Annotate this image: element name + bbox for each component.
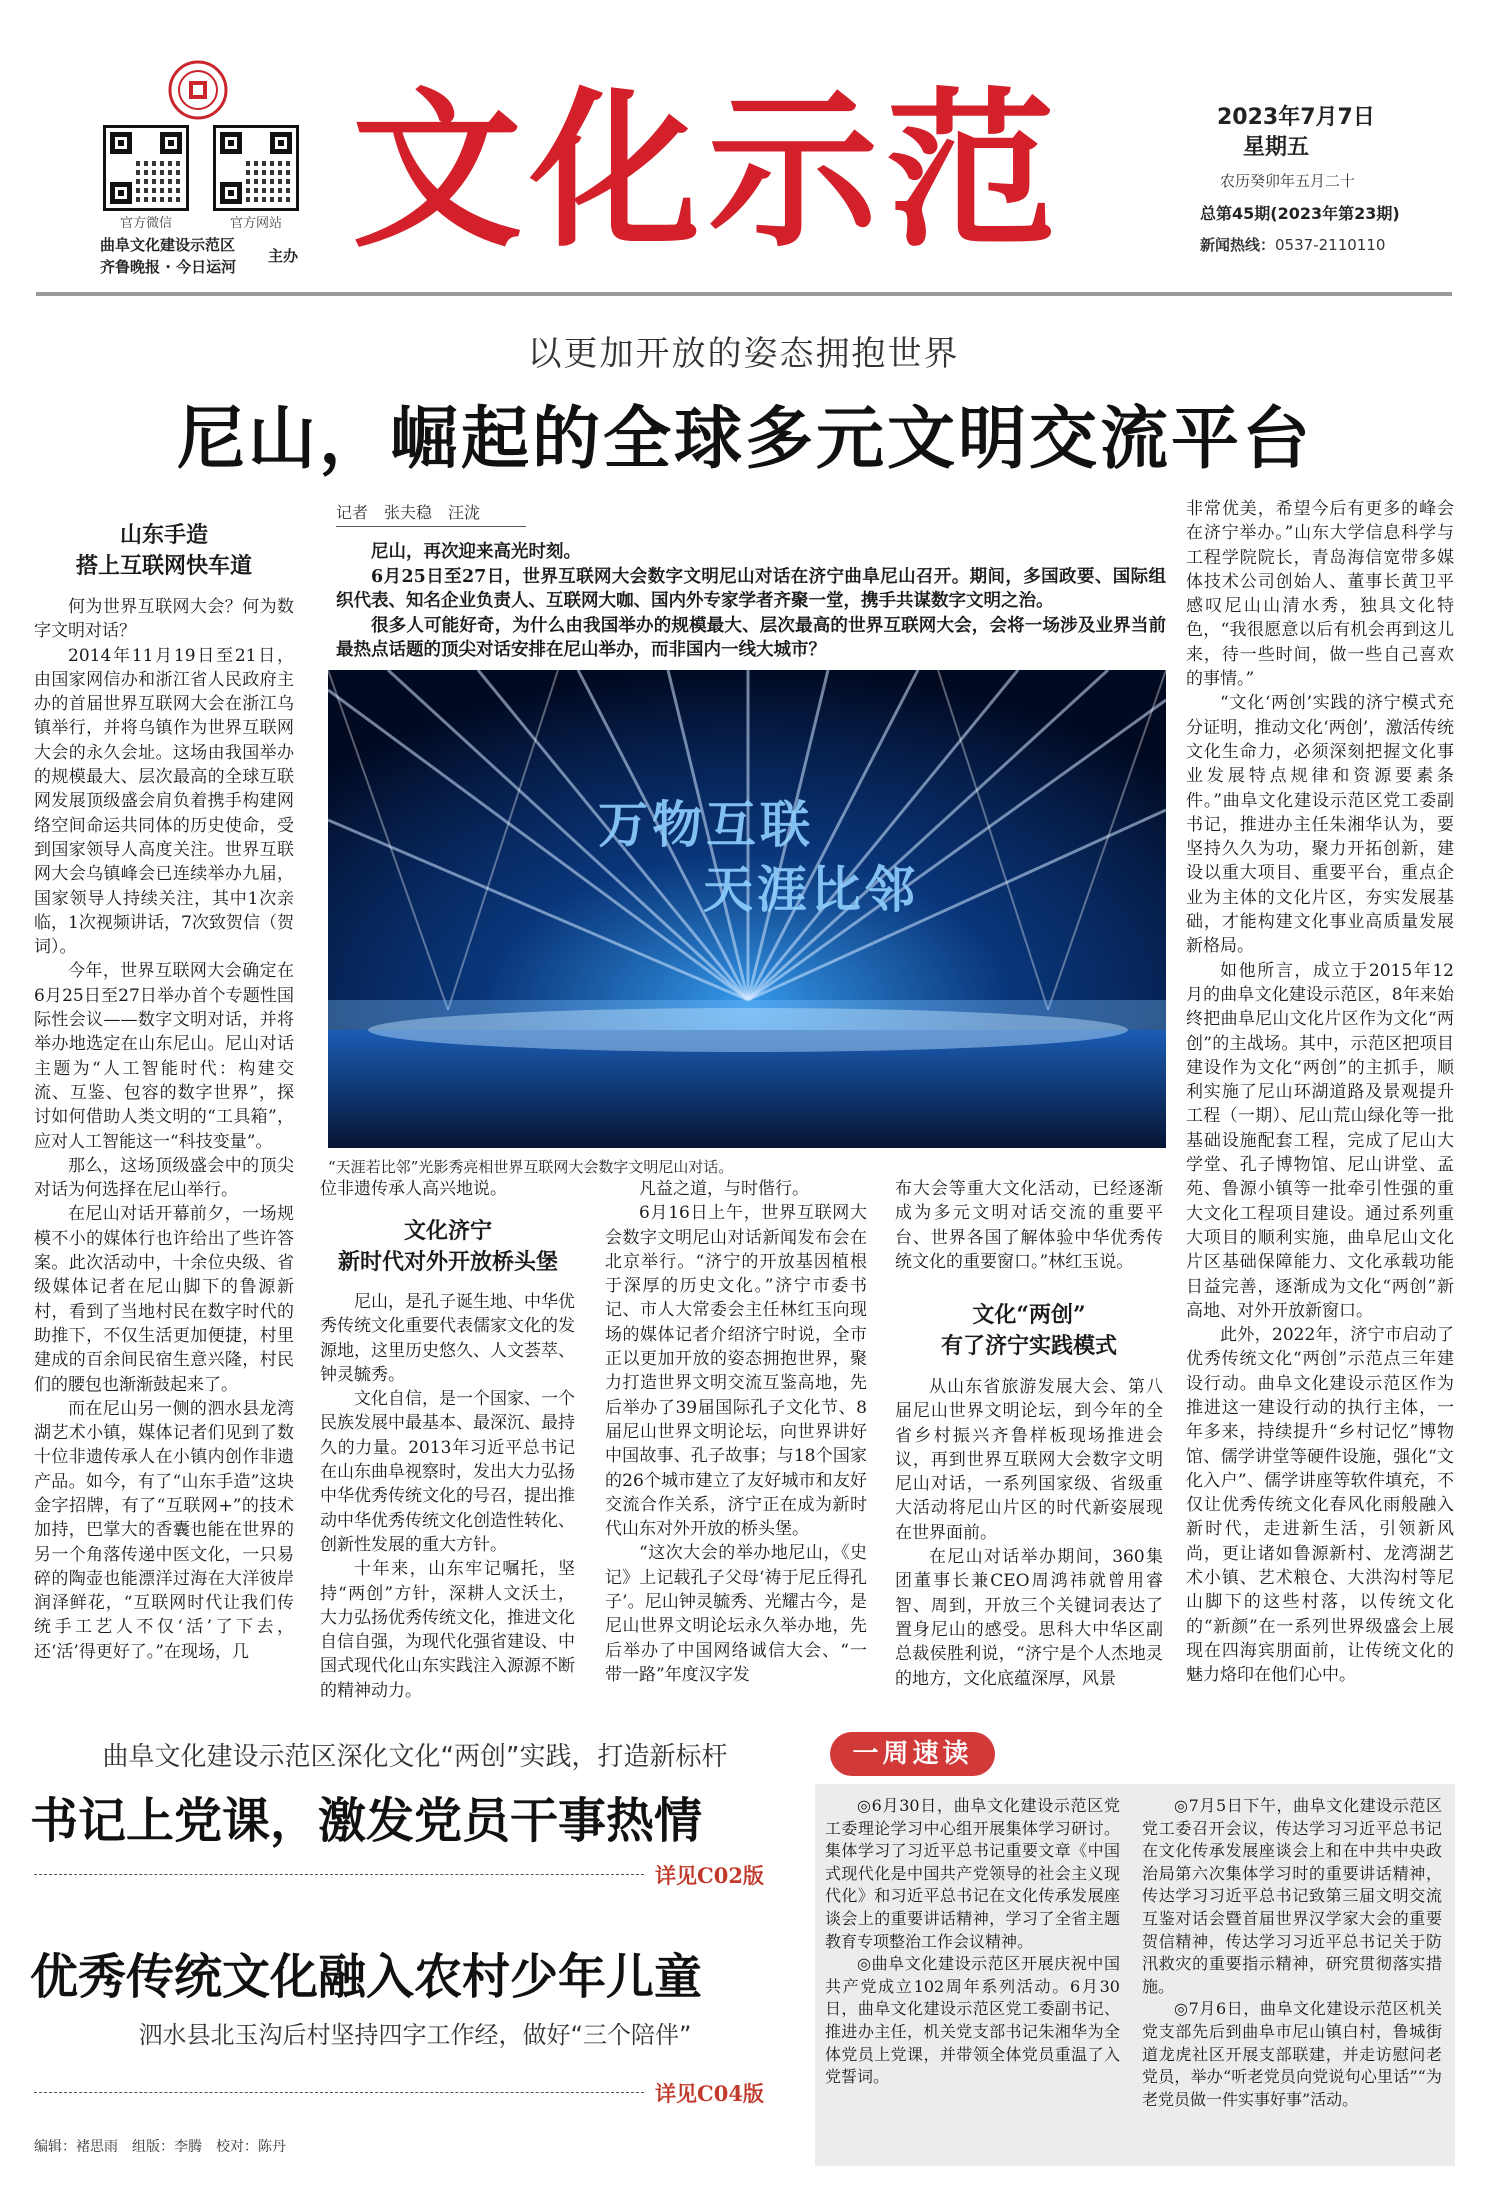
paragraph: 6月16日上午，世界互联网大会数字文明尼山对话新闻发布会在北京举行。“济宁的开放基因植根于深厚的历史文化。”济宁市委书记、市人大常委会主任林红玉向现场的媒体记者介绍济宁时说，全市正以更加开放的姿态拥抱世界，聚力打造世界文明交流互鉴高地，先后举办了39届国际孔子文化节、8届尼山世界文明论坛，向世界讲好中国故事、孔子故事；与18个国家的26个城市建立了友好城市和友好交流合作关系，济宁正在成为新时代山东对外开放的桥头堡。 [605, 1203, 867, 1540]
paragraph: 在尼山对话举办期间，360集团董事长兼CEO周鸿祎就曾用睿智、周到，开放三个关键词表达了置身尼山的感受。思科大中华区副总裁侯胜利说，“济宁是个人杰地灵的地方，文化底蕴深厚，风景 [895, 1547, 1163, 1689]
news-item: ◎6月30日，曲阜文化建设示范区党工委理论学习中心组开展集体学习研讨。集体学习了习近平总书记重要文章《中国式现代化是中国共产党领导的社会主义现代化》和习近平总书记在文化传承发展座谈会上的重要讲话精神，学习了全省主题教育专项整治工作会议精神。 [825, 1796, 1120, 1951]
see-page-c04-link[interactable]: 详见C04版 [655, 2081, 764, 2106]
col1-subhead [34, 520, 294, 582]
col3-body [605, 1177, 867, 1687]
divider [34, 2092, 644, 2093]
weekly-badge-label: 一周速读 [852, 1739, 973, 1769]
col2-subhead-line2: 新时代对外开放桥头堡 [337, 1249, 558, 1275]
issue-date: 2023年7月7日 [1217, 105, 1375, 130]
paragraph: 那么，这场顶级盛会中的顶尖对话为何选择在尼山举行。 [34, 1155, 294, 1201]
masthead [0, 0, 1487, 300]
col4-subhead [895, 1300, 1163, 1362]
seal-logo-icon [168, 60, 228, 120]
byline: 记者 张夫稳 汪泷 [336, 503, 481, 522]
news-item: ◎7月6日，曲阜文化建设示范区机关党支部先后到曲阜市尼山镇白村，鲁城街道龙虎社区开展支部联建，并走访慰问老党员，举办“听老党员向党说句心里话”“为老党员做一件实事好事”活动。 [1142, 1999, 1442, 2109]
paragraph: “这次大会的举办地尼山，《史记》上记载孔子父母‘祷于尼丘得孔子’。尼山钟灵毓秀、光耀古今，是尼山世界文明论坛永久举办地，先后举办了中国网络诚信大会、“一带一路”年度汉字发 [605, 1543, 867, 1685]
col1-body [34, 595, 294, 1664]
paragraph: 何为世界互联网大会？何为数字文明对话？ [34, 597, 294, 642]
paragraph: 如他所言，成立于2015年12月的曲阜文化建设示范区，8年来始终把曲阜尼山文化片区作为文化“两创”的主战场。其中，示范区把项目建设作为文化“两创”的主抓手，顺利实施了尼山环湖道路及景观提升工程（一期）、尼山荒山绿化等一批基础设施配套工程，完成了尼山大学堂、孔子博物馆、尼山讲堂、孟苑、鲁源小镇等一批牵引性强的重大文化工程项目建设。通过系列重大项目的顺利实施，曲阜尼山文化片区基础保障能力、文化承载功能日益完善，逐渐成为文化“两创”新高地、对外开放新窗口。 [1186, 960, 1454, 1321]
lead-kicker: 以更加开放的姿态拥抱世界 [527, 334, 960, 374]
lead-photo [328, 670, 1166, 1148]
weekly-left-column [825, 1795, 1120, 2089]
weekly-badge [830, 1732, 995, 1776]
col1-subhead-line1: 山东手造 [119, 522, 208, 548]
issue-number: 总第45期(2023年第23期) [1200, 204, 1400, 223]
see-page-c02-link[interactable]: 详见C02版 [655, 1863, 764, 1888]
hotline-number: 0537-2110110 [1275, 236, 1386, 254]
col2-top-line: 位非遗传承人高兴地说。 [320, 1179, 507, 1199]
paragraph: 今年，世界互联网大会确定在6月25日至27日举办首个专题性国际性会议——数字文明对话，并将举办地选定在山东尼山。尼山对话主题为“人工智能时代：构建交流、互鉴、包容的数字世界”，探讨如何借助人类文明的“工具箱”，应对人工智能这一“科技变量”。 [34, 961, 294, 1152]
bottom-headline-1[interactable]: 书记上党课，激发党员干事热情 [30, 1793, 703, 1849]
weekly-right-column [1142, 1795, 1442, 2111]
col4-subhead-line2: 有了济宁实践模式 [940, 1333, 1117, 1359]
paragraph: 尼山，是孔子诞生地、中华优秀传统文化重要代表儒家文化的发源地，这里历史悠久、人文荟萃、钟灵毓秀。 [320, 1292, 575, 1385]
col4-top [895, 1177, 1163, 1274]
organizer-line-1: 曲阜文化建设示范区 [100, 236, 236, 254]
col4-subhead-line1: 文化“两创” [972, 1302, 1086, 1328]
paragraph: 在尼山对话开幕前夕，一场规模不小的媒体行也许给出了些许答案。此次活动中，十余位央级、省级媒体记者在尼山脚下的鲁源新村，看到了当地村民在数字时代的助推下，不仅生活更加便捷，村里建成的百余间民宿生意兴隆，村民们的腰包也渐渐鼓起来了。 [34, 1204, 294, 1395]
organizer-line-2: 齐鲁晚报 · 今日运河 [100, 258, 237, 276]
bottom-subline-2: 泗水县北玉沟后村坚持四字工作经，做好“三个陪伴” [138, 2021, 692, 2049]
byline-rule [336, 526, 526, 527]
col4-body [895, 1375, 1163, 1691]
news-item: ◎曲阜文化建设示范区开展庆祝中国共产党成立102周年系列活动。6月30日，曲阜文化建设示范区党工委副书记、推进办主任，机关党支部书记朱湘华为全体党员上党课，并带领全体党员重温了入党誓词。 [825, 1954, 1120, 2087]
col1-subhead-line2: 搭上互联网快车道 [75, 553, 252, 579]
issue-weekday: 星期五 [1243, 135, 1310, 160]
lead-headline: 尼山，崛起的全球多元文明交流平台 [176, 399, 1313, 479]
col2-body [320, 1290, 575, 1703]
paragraph: 文化自信，是一个国家、一个民族发展中最基本、最深沉、最持久的力量。2013年习近平总书记在山东曲阜视察时，发出大力弘扬中华优秀传统文化的号召，提出推动中华优秀传统文化创造性转化、创新性发展的重大方针。 [320, 1389, 575, 1555]
paragraph: 凡益之道，与时偕行。 [639, 1179, 809, 1199]
paragraph: 6月25日至27日，世界互联网大会数字文明尼山对话在济宁曲阜尼山召开。期间，多国政要、国际组织代表、知名企业负责人、互联网大咖、国内外专家学者齐聚一堂，携手共谋数字文明之治。 [336, 566, 1166, 611]
qr-label-website: 官方网站 [229, 216, 282, 231]
masthead-title: 文化示范 [352, 73, 1065, 271]
lead-intro [336, 540, 1166, 663]
paragraph: 很多人可能好奇，为什么由我国举办的规模最大、层次最高的世界互联网大会，会将一场涉及业界当前最热点话题的顶尖对话安排在尼山举办，而非国内一线大城市？ [336, 615, 1166, 660]
photo-text-1: 万物互联 [598, 796, 814, 854]
photo-text-2: 天涯比邻 [703, 861, 919, 919]
paragraph: 而在尼山另一侧的泗水县龙湾湖艺术小镇，媒体记者们见到了数十位非遗传承人在小镇内创作非遗产品。如今，有了“山东手造”这块金字招牌，有了“互联网+”的技术加持，巴掌大的香囊也能在世界的另一个角落传递中医文化，一只易碎的陶壶也能漂洋过海在大洋彼岸润泽鲜花，“互联网时代让我们传统手工艺人不仅‘活’了下去，还‘活’得更好了。”在现场，几 [34, 1398, 294, 1662]
news-item: ◎7月5日下午，曲阜文化建设示范区党工委召开会议，传达学习习近平总书记在文化传承发展座谈会上和在中共中央政治局第六次集体学习时的重要讲话精神，传达学习习近平总书记致第三届文明交流互鉴对话会暨首届世界汉学家大会的重要贺信精神，传达学习习近平总书记关于防汛救灾的重要指示精神，研究贯彻落实措施。 [1142, 1796, 1442, 1996]
divider [34, 1874, 644, 1875]
hotline [1200, 234, 1385, 255]
paragraph: 从山东省旅游发展大会、第八届尼山世界文明论坛，到今年的全省乡村振兴齐鲁样板现场推进会议，再到世界互联网大会数字文明尼山对话，一系列国家级、省级重大活动将尼山片区的时代新姿展现在世界面前。 [895, 1377, 1163, 1543]
bottom-headline-2[interactable]: 优秀传统文化融入农村少年儿童 [30, 1949, 703, 2005]
paragraph: 此外，2022年，济宁市启动了优秀传统文化“两创”示范点三年建设行动。曲阜文化建设示范区作为推进这一建设行动的执行主体，一年多来，持续提升“乡村记忆”博物馆、儒学讲堂等硬件设施，强化“文化入户”、儒学讲座等软件填充，不仅让优秀传统文化春风化雨般融入新时代，走进新生活，引领新风尚，更让诸如鲁源新村、龙湾湖艺术小镇、艺术粮仓、大洪沟村等尼山脚下的这些村落，以传统文化的“新颜”在一系列世界级盛会上展现在四海宾朋面前，让传统文化的魅力烙印在他们心中。 [1186, 1325, 1454, 1686]
col4-top-text: 布大会等重大文化活动，已经逐渐成为多元文明对话交流的重要平台、世界各国了解体验中华优秀传统文化的重要窗口。”林红玉说。 [895, 1179, 1163, 1272]
bottom-kicker: 曲阜文化建设示范区深化文化“两创”实践，打造新标杆 [102, 1742, 728, 1772]
paragraph: “文化‘两创’实践的济宁模式充分证明，推动文化‘两创’，激活传统文化生命力，必须深刻把握文化事业发展特点规律和资源要素条件。”曲阜文化建设示范区党工委副书记，推进办主任朱湘华认为，要坚持久久为功，聚力开拓创新，建设以重大项目、重要平台，重点企业为主体的文化片区，夯实发展基础，才能构建文化事业高质量发展新格局。 [1186, 693, 1454, 957]
paragraph: 2014年11月19日至21日，由国家网信办和浙江省人民政府主办的首届世界互联网大会在浙江乌镇举行，并将乌镇作为世界互联网大会的永久会址。这场由我国举办的规模最大、层次最高的全球互联网发展顶级盛会肩负着携手构建网络空间命运共同体的历史使命，受到国家领导人高度关注。世界互联网大会乌镇峰会已连续举办九届，国家领导人持续关注，其中1次亲临，1次视频讲话，7次致贺信（贺词）。 [34, 645, 294, 958]
qr-label-wechat: 官方微信 [119, 216, 172, 231]
col5-body [1186, 497, 1454, 1688]
col2-subhead-line1: 文化济宁 [403, 1218, 492, 1244]
paragraph: 非常优美，希望今后有更多的峰会在济宁举办。”山东大学信息科学与工程学院院长，青岛海信宽带多媒体技术公司创始人、董事长黄卫平感叹尼山山清水秀，独具文化特色，“我很愿意以后有机会再到这儿来，待一些时间，做一些自己喜欢的事情。” [1186, 499, 1454, 690]
organizer-role: 主办 [268, 247, 299, 265]
qr-code-icon[interactable] [103, 125, 189, 211]
col2-top [320, 1177, 575, 1201]
lunar-date: 农历癸卯年五月二十 [1220, 172, 1356, 190]
qr-code-icon[interactable] [213, 125, 299, 211]
col2-subhead [318, 1216, 578, 1278]
paragraph: 尼山，再次迎来高光时刻。 [371, 542, 581, 562]
credits: 编辑：褚思雨 组版：李腾 校对：陈丹 [34, 2139, 286, 2155]
paragraph: 十年来，山东牢记嘱托，坚持“两创”方针，深耕人文沃土，大力弘扬优秀传统文化，推进文化自信自强，为现代化强省建设、中国式现代化山东实践注入源源不断的精神动力。 [320, 1559, 575, 1701]
hotline-label: 新闻热线： [1200, 236, 1276, 254]
photo-caption: “天涯若比邻”光影秀亮相世界互联网大会数字文明尼山对话。 [328, 1158, 734, 1176]
masthead-rule [36, 292, 1452, 296]
